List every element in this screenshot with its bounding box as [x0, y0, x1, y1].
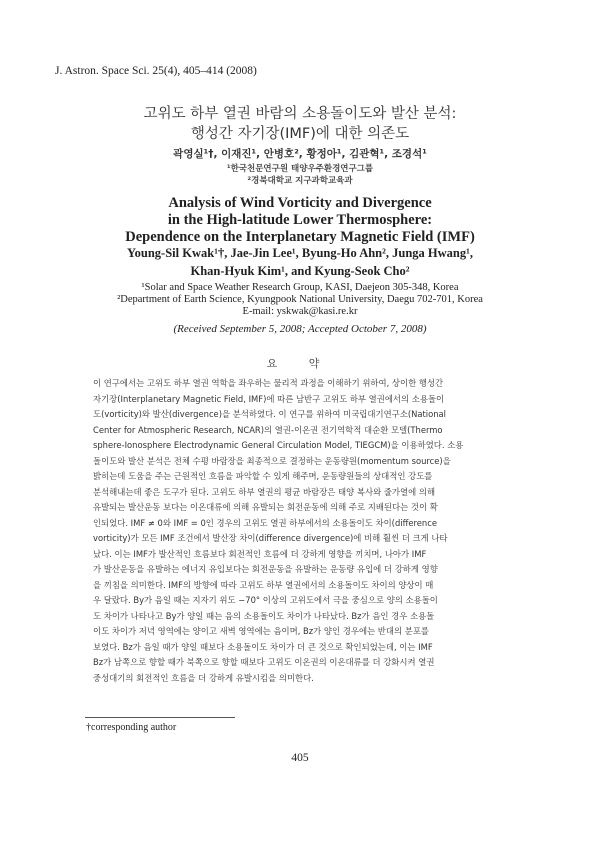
english-affiliation-2: ²Department of Earth Science, Kyungpook National University, Daegu 702-701, Korea: [117, 294, 483, 305]
abstract-line: Center for Atmospheric Research, NCAR)의 열권-이온권 전기역학적 대순환 모델(Thermo: [93, 424, 443, 435]
footnote-divider: [85, 717, 235, 718]
abstract-line: 났다. 이는 IMF가 발산적인 흐름보다 회전적인 흐름에 더 강하게 영향을 끼치며, 나아가 IMF: [93, 548, 427, 559]
abstract-line: 을 끼침을 의미한다. IMF의 방향에 따라 고위도 하부 열권에서의 소용돌이도 차이의 양상이 매: [93, 579, 434, 590]
abstract-line: 가 발산운동을 유발하는 에너지 유입보다는 회전운동을 유발하는 운동량 유입에 더 강하게 영향: [93, 564, 438, 574]
abstract-line: sphere-Ionosphere Electrodynamic General Circulation Model, TIEGCM)을 이용하였다. 소용: [93, 440, 464, 450]
abstract-line: 이 연구에서는 고위도 하부 열권 역학을 좌우하는 물리적 과정을 이해하기 위하여, 상이한 행성간: [93, 378, 444, 388]
abstract-line: 인되었다. IMF ≠ 0와 IMF = 0인 경우의 고위도 열권 하부에서의 소용돌이도 차이(difference: [93, 517, 437, 528]
korean-title-line-1: 고위도 하부 열권 바람의 소용돌이도와 발산 분석:: [143, 106, 457, 122]
abstract-line: 자기장(Interplanetary Magnetic Field, IMF)에 따른 남반구 고위도 하부 열권에서의 소용돌이: [93, 393, 445, 404]
korean-title-line-2: 행성간 자기장(IMF)에 대한 의존도: [190, 126, 410, 142]
abstract-line: 유발되는 발산운동 보다는 이온대류에 의해 유발되는 회전운동에 의해 주로 지배된다는 것이 확: [93, 502, 438, 512]
abstract-line: 돌이도와 발산 분석은 전체 수평 바람장을 최종적으로 결정하는 운동량원(momentum source)을: [93, 455, 451, 466]
english-title-line-2: in the High-latitude Lower Thermosphere:: [167, 212, 433, 228]
abstract-line: 분석해내는데 좋은 도구가 된다. 고위도 하부 열권의 평균 바람장은 태양 복사와 줄가열에 의해: [93, 486, 436, 497]
abstract-line: vorticity)가 모든 IMF 조건에서 발산장 차이(difference divergence)에 비해 훨씬 더 크게 나타: [93, 533, 448, 543]
english-authors-line-1: Young-Sil Kwak¹†, Jae-Jin Lee¹, Byung-Ho Ahn², Junga Hwang¹,: [127, 246, 473, 260]
journal-reference: J. Astron. Space Sci. 25(4), 405–414 (2008): [55, 65, 257, 77]
korean-affiliation-2: ²경북대학교 지구과학교육과: [247, 176, 353, 186]
received-accepted-dates: (Received September 5, 2008; Accepted October 7, 2008): [173, 323, 427, 335]
korean-affiliation-1: ¹한국천문연구원 태양우주환경연구그룹: [226, 164, 374, 174]
abstract-line: 도(vorticity)와 발산(divergence)을 분석하였다. 이 연구를 위하여 미국립대기연구소(National: [93, 409, 447, 419]
abstract-line: 보였다. Bz가 음일 때가 양일 때보다 소용돌이도 차이가 더 큰 것으로 확인되었는데, 이는 IMF: [93, 641, 433, 652]
abstract-line: 중성대기의 회전적인 흐름을 더 강하게 유발시킴을 의미한다.: [93, 672, 314, 683]
abstract-line: 우 달랐다. By가 음일 때는 지자기 위도 −70° 이상의 고위도에서 극을 중심으로 양의 소용돌이: [93, 595, 438, 605]
abstract-line: 이도 차이가 저녁 영역에는 양이고 새벽 영역에는 음이며, Bz가 양인 경우에는 반대의 분포를: [93, 626, 429, 636]
abstract-line: 밝히는데 도움을 주는 근원적인 흐름을 파악할 수 있게 해주며, 운동량원들의 상대적인 강도를: [93, 471, 433, 481]
english-authors-line-2: Khan-Hyuk Kim¹, and Kyung-Seok Cho²: [190, 264, 410, 278]
abstract-heading: 요 약: [266, 357, 334, 370]
abstract-line: 도 차이가 나타나고 By가 양일 때는 음의 소용돌이도 차이가 나타났다. Bz가 음인 경우 소용돌: [93, 610, 435, 621]
page-number: 405: [291, 752, 309, 764]
footnote-corresponding-author: †corresponding author: [86, 722, 177, 733]
english-affiliation-1: ¹Solar and Space Weather Research Group, KASI, Daejeon 305-348, Korea: [141, 282, 459, 293]
abstract-body: [93, 376, 506, 686]
korean-authors: 곽영실¹†, 이재진¹, 안병호², 황정아¹, 김관혁¹, 조경석¹: [173, 148, 427, 160]
abstract-line: Bz가 남쪽으로 향할 때가 북쪽으로 향할 때보다 고위도 이온권의 이온대류를 더 강화시켜 열권: [93, 657, 435, 667]
english-title-line-1: Analysis of Wind Vorticity and Divergence: [168, 195, 432, 211]
english-title-line-3: Dependence on the Interplanetary Magnetic Field (IMF): [125, 229, 475, 245]
author-email: E-mail: yskwak@kasi.re.kr: [242, 306, 358, 317]
